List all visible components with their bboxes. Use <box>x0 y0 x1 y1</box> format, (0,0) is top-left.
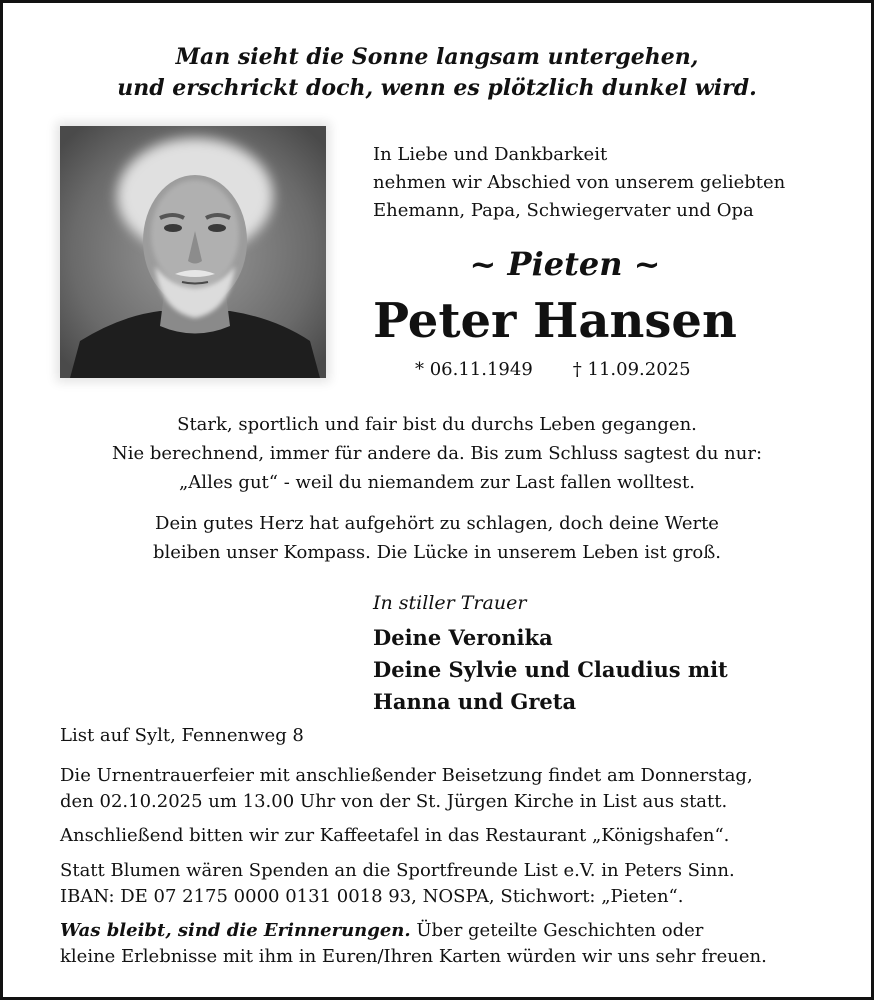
intro-line: nehmen wir Abschied von unserem geliebten <box>373 172 786 193</box>
birth-date: * 06.11.1949 <box>415 359 533 380</box>
tribute-line: bleiben unser Kompass. Die Lücke in unserem Leben ist groß. <box>152 542 722 563</box>
donation-info <box>60 858 735 910</box>
closing-line-2: kleine Erlebnisse mit ihm in Euren/Ihren Karten würden wir uns sehr freuen. <box>60 946 767 967</box>
portrait-photo <box>60 126 326 378</box>
coffee-info: Anschließend bitten wir zur Kaffeetafel in das Restaurant „Königshafen“. <box>60 825 730 846</box>
donation-line: Statt Blumen wären Spenden an die Sportfreunde List e.V. in Peters Sinn. <box>60 860 735 881</box>
death-date: † 11.09.2025 <box>572 359 691 380</box>
intro-line: Ehemann, Papa, Schwiegervater und Opa <box>373 200 754 221</box>
tribute-line: „Alles gut“ - weil du niemandem zur Last fallen wolltest. <box>178 472 695 493</box>
address: List auf Sylt, Fennenweg 8 <box>60 725 304 746</box>
tribute-line: Nie berechnend, immer für andere da. Bis zum Schluss sagtest du nur: <box>111 443 763 464</box>
life-dates <box>415 357 691 383</box>
tribute-line: Stark, sportlich und fair bist du durchs Leben gegangen. <box>177 414 697 435</box>
closing-emphasis: Was bleibt, sind die Erinnerungen. <box>60 920 411 941</box>
motto-line: und erschrickt doch, wenn es plötzlich dunkel wird. <box>117 75 757 101</box>
tribute-line: Dein gutes Herz hat aufgehört zu schlagen, doch deine Werte <box>155 513 719 534</box>
funeral-info <box>60 763 753 815</box>
tribute-paragraph <box>0 410 874 497</box>
mourners-list <box>373 622 728 718</box>
donation-line: IBAN: DE 07 2175 0000 0131 0018 93, NOSPA, Stichwort: „Pieten“. <box>60 886 684 907</box>
mourner: Hanna und Greta <box>373 689 577 714</box>
closing-rest: Über geteilte Geschichten oder <box>410 920 704 941</box>
tribute-paragraph-2 <box>0 509 874 567</box>
motto <box>0 42 874 104</box>
mourner: Deine Sylvie und Claudius mit <box>373 657 728 682</box>
mourner: Deine Veronika <box>373 625 553 650</box>
motto-line: Man sieht die Sonne langsam untergehen, <box>175 44 699 70</box>
funeral-line: den 02.10.2025 um 13.00 Uhr von der St. Jürgen Kirche in List aus statt. <box>60 791 728 812</box>
mourning-label: In stiller Trauer <box>373 592 527 614</box>
deceased-name: Peter Hansen <box>373 293 737 349</box>
portrait-image <box>60 126 326 378</box>
intro-text <box>373 141 785 225</box>
funeral-line: Die Urnentrauerfeier mit anschließender Beisetzung findet am Donnerstag, <box>60 765 753 786</box>
closing-text <box>60 918 767 970</box>
intro-line: In Liebe und Dankbarkeit <box>373 144 608 165</box>
closing-line-1 <box>60 918 767 944</box>
nickname: ~ Pieten ~ <box>469 245 661 283</box>
